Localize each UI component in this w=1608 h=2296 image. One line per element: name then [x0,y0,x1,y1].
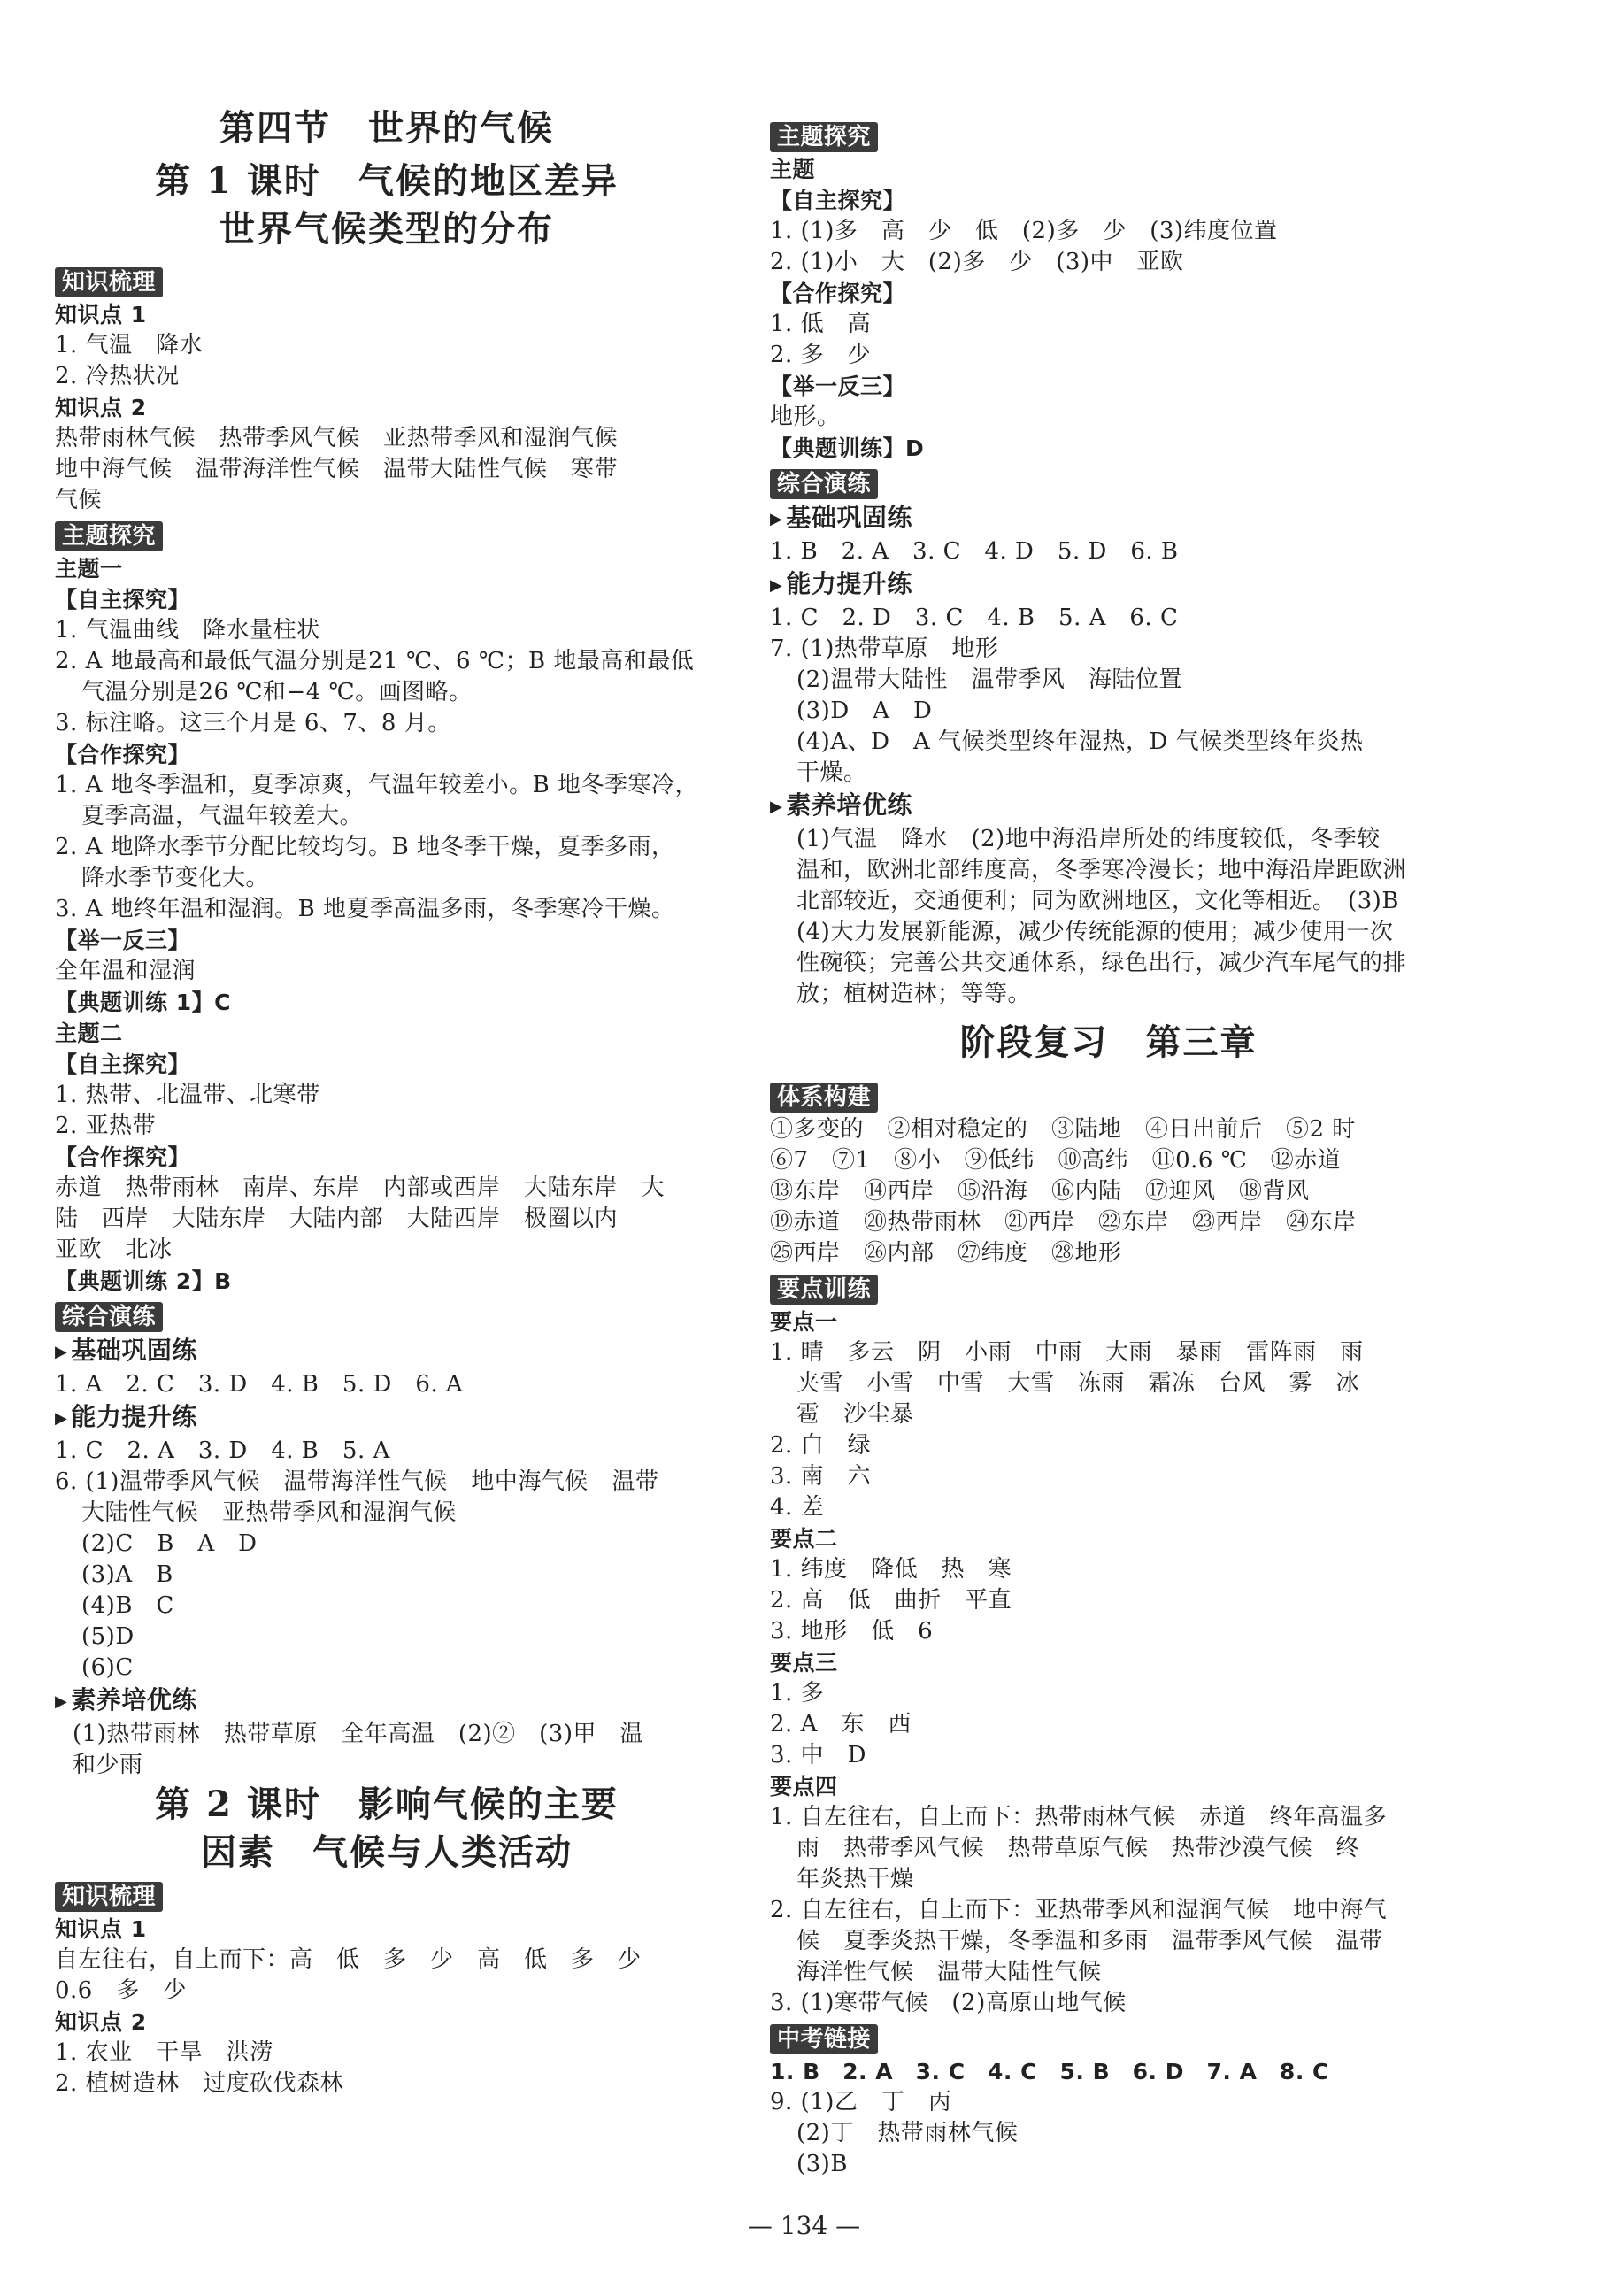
sub-heading: 【合作探究】 [770,281,906,306]
sub-heading: 【合作探究】 [55,1144,191,1170]
answer-line-indented: 温和，欧洲北部纬度高，冬季寒冷漫长；地中海沿岸距欧洲 [796,857,1407,883]
answer-line: 3. 标注略。这三个月是 6、7、8 月。 [55,710,451,736]
section-badge: 主题探究 [770,122,878,152]
answer-line-indented: (2)温带大陆性 温带季风 海陆位置 [796,666,1182,693]
answer-line-indented: 候 夏季炎热干燥，冬季温和多雨 温带季风气候 温带 [796,1928,1383,1954]
section-title: 第四节 世界的气候 [219,107,554,149]
answer-line: 自左往右，自上而下：高 低 多 少 高 低 多 少 [55,1946,642,1973]
answer-line: 全年温和湿润 [55,958,196,984]
sub-heading: 知识点 1 [55,1916,147,1942]
sub-heading: 要点一 [770,1309,838,1335]
section-badge: 中考链接 [770,2024,878,2054]
answer-line-indented: 夹雪 小雪 中雪 大雪 冻雨 霜冻 台风 雾 冰 [796,1370,1360,1397]
answer-line-indented: (3)B [796,2151,848,2177]
badge-row [770,1269,1447,1306]
section-title: 第 1 课时 气候的地区差异 [155,160,619,202]
answer-line: 1. 气温 降水 [55,332,204,358]
sub-heading: 知识点 2 [55,2009,147,2035]
answer-line: 1. 热带、北温带、北寒带 [55,1082,320,1108]
section-badge: 综合演练 [770,469,878,499]
badge-row [770,464,1447,501]
section-badge: 体系构建 [770,1083,878,1113]
answer-line: 热带雨林气候 热带季风气候 亚热带季风和湿润气候 [55,425,619,451]
sub-heading: 主题二 [55,1021,123,1046]
answer-line-indented: 性碗筷；完善公共交通体系，绿色出行，减少汽车尾气的排 [796,950,1407,976]
sub-heading: 【自主探究】 [770,188,906,213]
answer-line: 亚欧 北冰 [55,1237,173,1263]
sub-heading: 【典题训练 1】C [55,990,231,1015]
answer-line: ①多变的 ②相对稳定的 ③陆地 ④日出前后 ⑤2 时 [770,1116,1356,1143]
answer-line: 1. C 2. A 3. D 4. B 5. A [55,1437,390,1464]
exercise-heading: ▶ 素养培优练 [770,789,1447,824]
answer-line: 3. 中 D [770,1742,866,1768]
answer-line: 6. (1)温带季风气候 温带海洋性气候 地中海气候 温带 [55,1468,659,1495]
answer-line: 0.6 多 少 [55,1977,187,2004]
answer-line: 2. A 东 西 [770,1711,912,1737]
answer-line-indented: (3)D A D [796,697,933,724]
answer-line: ⑬东岸 ⑭西岸 ⑮沿海 ⑯内陆 ⑰迎风 ⑱背风 [770,1178,1310,1205]
answer-line-indented: 降水季节变化大。 [81,865,270,891]
answer-line-indented: 夏季高温，气温年较差大。 [81,803,364,829]
section-badge: 主题探究 [55,521,163,551]
answer-line-indented: 气温分别是26 ℃和−4 ℃。画图略。 [81,679,473,705]
answer-line-indented: (2)C B A D [81,1530,258,1557]
exercise-heading: ▶ 能力提升练 [770,567,1447,603]
answer-line: 4. 差 [770,1494,825,1521]
answer-line-indented: (3)A B [81,1561,173,1588]
answer-line-indented: (5)D [81,1623,135,1650]
answer-line: 2. 高 低 曲折 平直 [770,1587,1012,1614]
exercise-heading: ▶ 能力提升练 [55,1400,719,1436]
answer-line-indented: (4)A、D A 气候类型终年湿热，D 气候类型终年炎热 [796,728,1364,755]
answer-line: ⑲赤道 ⑳热带雨林 ㉑西岸 ㉒东岸 ㉓西岸 ㉔东岸 [770,1209,1357,1236]
badge-row [55,1876,719,1914]
answer-line: 1. 气温曲线 降水量柱状 [55,617,320,643]
answer-line: 2. 亚热带 [55,1113,157,1139]
exercise-heading: ▶ 基础巩固练 [55,1334,719,1369]
answer-line: 3. 地形 低 6 [770,1618,934,1645]
answer-line: 1. C 2. D 3. C 4. B 5. A 6. C [770,605,1179,631]
answer-line: 陆 西岸 大陆东岸 大陆内部 大陆西岸 极圈以内 [55,1206,619,1232]
answer-line: 7. (1)热带草原 地形 [770,636,999,662]
answer-line: 1. 自左往右，自上而下：热带雨林气候 赤道 终年高温多 [770,1804,1388,1830]
answer-line: 3. 南 六 [770,1463,872,1490]
sub-heading: 要点二 [770,1526,838,1552]
section-title: 阶段复习 第三章 [959,1021,1258,1063]
answer-line: 2. 冷热状况 [55,363,180,389]
answer-line: 1. A 地冬季温和，夏季凉爽，气温年较差小。B 地冬季寒冷， [55,772,698,798]
answer-line: 1. 低 高 [770,311,872,337]
sub-heading: 1. B 2. A 3. C 4. C 5. B 6. D 7. A 8. C [770,2059,1329,2084]
section-title: 因素 气候与人类活动 [201,1831,573,1873]
answer-line-indented: 北部较近，交通便利；同为欧洲地区，文化等相近。 (3)B [796,888,1399,914]
answer-line: 2. (1)小 大 (2)多 少 (3)中 亚欧 [770,249,1184,275]
answer-line: 1. 多 [770,1680,825,1707]
section-badge: 知识梳理 [55,267,163,297]
answer-line-indented: 年炎热干燥 [796,1866,914,1892]
badge-row [770,117,1447,154]
answer-line: 1. 纬度 降低 热 寒 [770,1556,1012,1583]
exercise-heading: ▶ 基础巩固练 [770,501,1447,536]
sub-heading: 知识点 1 [55,302,147,327]
answer-line: ㉕西岸 ㉖内部 ㉗纬度 ㉘地形 [770,1240,1122,1267]
answer-line: 1. (1)多 高 少 低 (2)多 少 (3)纬度位置 [770,218,1278,244]
answer-line-indented: 海洋性气候 温带大陆性气候 [796,1959,1102,1985]
answer-line-indented: 雹 沙尘暴 [796,1401,914,1428]
sub-heading: 知识点 2 [55,395,147,420]
answer-line: 1. 晴 多云 阴 小雨 中雨 大雨 暴雨 雷阵雨 雨 [770,1339,1364,1366]
badge-row [55,262,719,299]
badge-row [55,1297,719,1334]
section-badge: 知识梳理 [55,1882,163,1912]
badge-row [770,1077,1447,1114]
answer-line: 地中海气候 温带海洋性气候 温带大陆性气候 寒带 [55,456,619,482]
answer-line-indented: 和少雨 [73,1752,143,1778]
right-column [770,117,1447,2180]
answer-line: 2. 白 绿 [770,1432,872,1459]
answer-line: 2. A 地最高和最低气温分别是21 ℃、6 ℃；B 地最高和最低 [55,648,695,674]
answer-line: 气候 [55,487,103,513]
answer-line: 1. B 2. A 3. C 4. D 5. D 6. B [770,538,1179,565]
answer-line-indented: (6)C [81,1654,134,1681]
sub-heading: 【举一反三】 [55,928,191,953]
exercise-heading: ▶ 素养培优练 [55,1683,719,1719]
section-badge: 综合演练 [55,1302,163,1332]
answer-line-indented: (4)大力发展新能源，减少传统能源的使用；减少使用一次 [796,919,1394,945]
sub-heading: 【典题训练 2】B [55,1268,232,1294]
page-number: — 134 — [747,2211,861,2240]
section-title: 第 2 课时 影响气候的主要 [155,1784,619,1825]
answer-line: 2. 植树造林 过度砍伐森林 [55,2070,344,2097]
answer-line: 赤道 热带雨林 南岸、东岸 内部或西岸 大陆东岸 大 [55,1175,666,1201]
section-badge: 要点训练 [770,1275,878,1305]
answer-line: 9. (1)乙 丁 丙 [770,2089,952,2115]
sub-heading: 要点四 [770,1774,838,1799]
answer-line-indented: 雨 热带季风气候 热带草原气候 热带沙漠气候 终 [796,1835,1360,1861]
answer-line-indented: (1)热带雨林 热带草原 全年高温 (2)② (3)甲 温 [73,1721,643,1747]
answer-line: 3. A 地终年温和湿润。B 地夏季高温多雨，冬季寒冷干燥。 [55,896,675,922]
answer-line: 地形。 [770,404,841,430]
sub-heading: 【典题训练】D [770,435,925,461]
badge-row [770,2019,1447,2056]
section-title: 世界气候类型的分布 [219,208,554,250]
answer-line: ⑥7 ⑦1 ⑧小 ⑨低纬 ⑩高纬 ⑪0.6 ℃ ⑫赤道 [770,1147,1342,1174]
answer-line: 2. A 地降水季节分配比较均匀。B 地冬季干燥，夏季多雨， [55,834,675,860]
sub-heading: 【举一反三】 [770,374,906,399]
answer-line-indented: (2)丁 热带雨林气候 [796,2120,1019,2146]
answer-line-indented: 大陆性气候 亚热带季风和湿润气候 [81,1499,458,1526]
answer-line: 1. 农业 干旱 洪涝 [55,2039,273,2066]
sub-heading: 【自主探究】 [55,587,191,613]
sub-heading: 【合作探究】 [55,742,191,767]
sub-heading: 主题 [770,157,816,182]
answer-line: 3. (1)寒带气候 (2)高原山地气候 [770,1990,1127,2016]
sub-heading: 【自主探究】 [55,1052,191,1077]
answer-line-indented: 放；植树造林；等等。 [796,981,1032,1007]
sub-heading: 要点三 [770,1650,838,1676]
badge-row [55,516,719,553]
answer-line: 2. 自左往右，自上而下：亚热带季风和湿润气候 地中海气 [770,1897,1388,1923]
answer-line: 2. 多 少 [770,342,872,368]
sub-heading: 主题一 [55,556,123,582]
answer-line-indented: (4)B C [81,1592,174,1619]
answer-line: 1. A 2. C 3. D 4. B 5. D 6. A [55,1371,464,1398]
left-column [55,104,719,2100]
answer-line-indented: (1)气温 降水 (2)地中海沿岸所处的纬度较低，冬季较 [796,826,1381,852]
answer-line-indented: 干燥。 [796,759,867,786]
